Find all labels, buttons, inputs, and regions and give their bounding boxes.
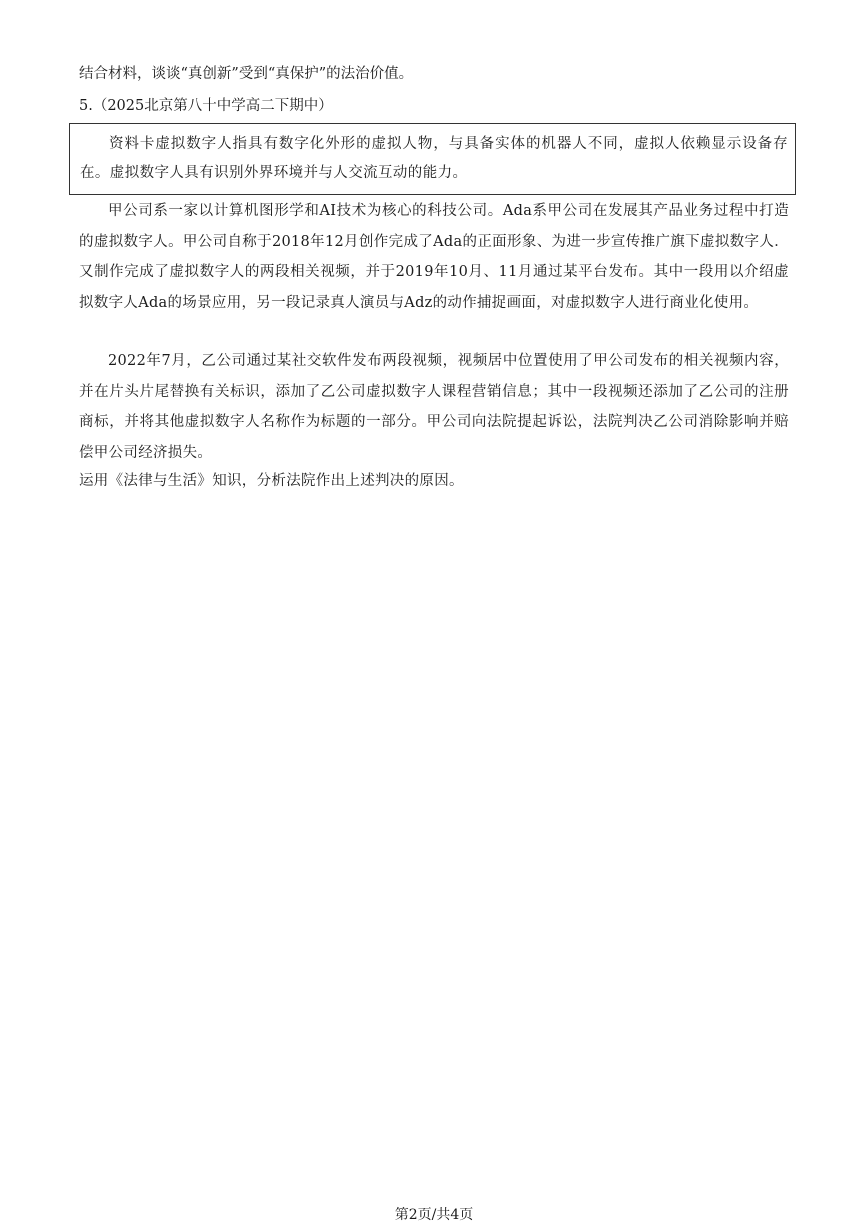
question-heading: 5.（2025北京第八十中学高二下期中） bbox=[79, 98, 333, 114]
material-card bbox=[69, 123, 796, 195]
material-paragraph-1: 甲公司系一家以计算机图形学和AI技术为核心的科技公司。Ada系甲公司在发展其产品业务过程中打造的虚拟数字人。甲公司自称于2018年12月创作完成了Ada的正面形象、为进一步宣传推广旗下虚拟数字人．又制作完成了虚拟数字人的两段相关视频，并于2019年10月、11月通过某平台发布。其中一段用以介绍虚拟数字人Ada的场景应用，另一段记录真人演员与Adz的动作捕捉画面，对虚拟数字人进行商业化使用。 bbox=[79, 203, 789, 311]
question-task: 运用《法律与生活》知识，分析法院作出上述判决的原因。 bbox=[79, 473, 464, 489]
material-card-text: 资料卡虚拟数字人指具有数字化外形的虚拟人物，与具备实体的机器人不同，虚拟人依赖显示设备存在。虚拟数字人具有识别外界环境并与人交流互动的能力。 bbox=[80, 136, 788, 181]
material-paragraph-2: 2022年7月，乙公司通过某社交软件发布两段视频，视频居中位置使用了甲公司发布的相关视频内容，并在片头片尾替换有关标识，添加了乙公司虚拟数字人课程营销信息；其中一段视频还添加了乙公司的注册商标，并将其他虚拟数字人名称作为标题的一部分。甲公司向法院提起诉讼，法院判决乙公司消除影响并赔偿甲公司经济损失。 bbox=[79, 353, 789, 461]
intro-line: 结合材料，谈谈“真创新”受到“真保护”的法治价值。 bbox=[79, 66, 414, 82]
page-number: 第2页/共4页 bbox=[394, 1207, 474, 1223]
